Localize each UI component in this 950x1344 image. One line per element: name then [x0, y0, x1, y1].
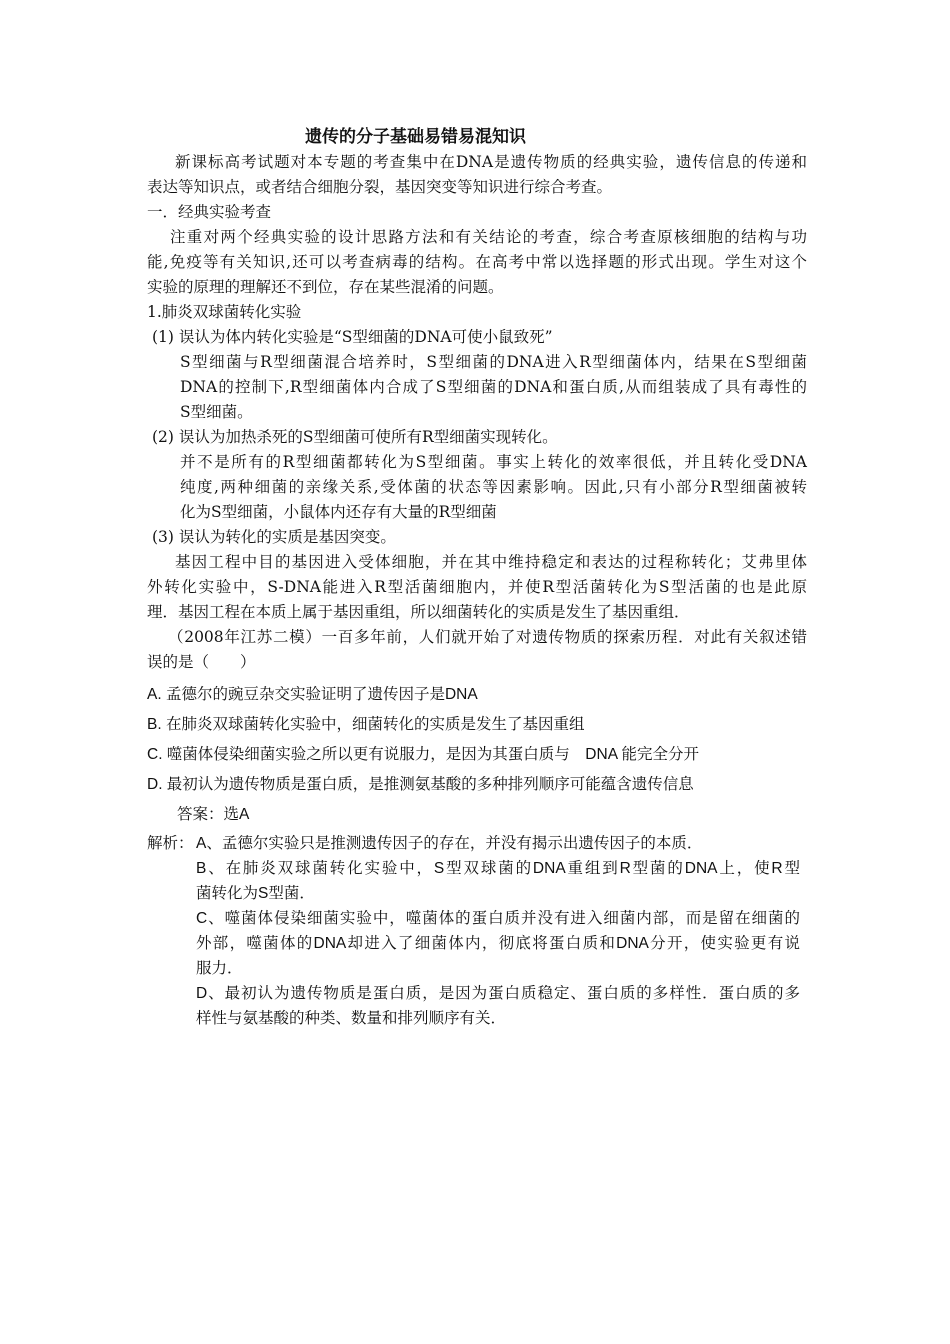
misconception-1-heading: (1) 误认为体内转化实验是“S型细菌的DNA可使小鼠致死”	[152, 328, 553, 346]
misconception-3-heading: (3) 误认为转化的实质是基因突变。	[152, 528, 396, 546]
analysis-line-5: 外部，噬菌体的DNA却进入了细菌体内，彻底将蛋白质和DNA分开，使实验更有说	[196, 935, 800, 952]
option-d: D. 最初认为遗传物质是蛋白质，是推测氨基酸的多种排列顺序可能蕴含遗传信息	[147, 776, 694, 793]
misconception-3-line-2: 外转化实验中，S-DNA能进入R型活菌细胞内，并使R型活菌转化为S型活菌的也是此原	[147, 578, 807, 596]
analysis-line-4: C、噬菌体侵染细菌实验中，噬菌体的蛋白质并没有进入细菌内部，而是留在细菌的	[196, 910, 800, 927]
option-a: A. 孟德尔的豌豆杂交实验证明了遗传因子是DNA	[147, 686, 478, 703]
misconception-3-line-1: 基因工程中目的基因进入受体细胞，并在其中维持稳定和表达的过程称转化；艾弗里体	[175, 553, 807, 571]
analysis-line-7: D、最初认为遗传物质是蛋白质，是因为蛋白质稳定、蛋白质的多样性．蛋白质的多	[196, 985, 800, 1002]
question-stem-line-2: 误的是（ ）	[147, 653, 256, 671]
section-para-line-3: 实验的原理的理解还不到位，存在某些混淆的问题。	[147, 278, 504, 296]
analysis-line-6: 服力．	[196, 960, 243, 977]
misconception-1-line-1: S型细菌与R型细菌混合培养时，S型细菌的DNA进入R型细菌体内，结果在S型细菌	[180, 353, 807, 371]
misconception-2-line-1: 并不是所有的R型细菌都转化为S型细菌。事实上转化的效率很低，并且转化受DNA	[180, 453, 807, 471]
intro-line-2: 表达等知识点，或者结合细胞分裂，基因突变等知识进行综合考查。	[147, 178, 613, 196]
section-para-line-2: 能,免疫等有关知识,还可以考查病毒的结构。在高考中常以选择题的形式出现。学生对这个	[147, 253, 807, 271]
misconception-1-line-2: DNA的控制下,R型细菌体内合成了S型细菌的DNA和蛋白质,从而组装成了具有毒性的	[180, 378, 807, 396]
page-title: 遗传的分子基础易错易混知识	[305, 127, 526, 147]
question-stem-line-1: （2008年江苏二模）一百多年前，人们就开始了对遗传物质的探索历程．对此有关叙述错	[168, 628, 807, 646]
analysis-line-8: 样性与氨基酸的种类、数量和排列顺序有关．	[196, 1010, 507, 1027]
section-heading: 一．经典实验考查	[147, 203, 272, 221]
misconception-2-line-2: 纯度,两种细菌的亲缘关系,受体菌的状态等因素影响。因此,只有小部分R型细菌被转	[180, 478, 807, 496]
subsection-heading: 1.肺炎双球菌转化实验	[147, 303, 302, 321]
misconception-2-line-3: 化为S型细菌，小鼠体内还存有大量的R型细菌	[180, 503, 497, 521]
misconception-1-line-3: S型细菌。	[180, 403, 253, 421]
analysis-line-3: 菌转化为S型菌．	[196, 885, 315, 902]
option-c: C. 噬菌体侵染细菌实验之所以更有说服力，是因为其蛋白质与 DNA 能完全分开	[147, 746, 699, 763]
misconception-3-line-3: 理．基因工程在本质上属于基因重组，所以细菌转化的实质是发生了基因重组．	[147, 603, 690, 621]
analysis-label: 解析：	[147, 835, 194, 852]
answer-line: 答案：选A	[177, 806, 250, 823]
analysis-line-1: A、孟德尔实验只是推测遗传因子的存在，并没有揭示出遗传因子的本质．	[196, 835, 703, 852]
section-para-line-1: 注重对两个经典实验的设计思路方法和有关结论的考查，综合考查原核细胞的结构与功	[170, 228, 807, 246]
option-b: B. 在肺炎双球菌转化实验中，细菌转化的实质是发生了基因重组	[147, 716, 585, 733]
analysis-line-2: B、在肺炎双球菌转化实验中，S型双球菌的DNA重组到R型菌的DNA上，使R型	[196, 860, 800, 877]
intro-line-1: 新课标高考试题对本专题的考查集中在DNA是遗传物质的经典实验，遗传信息的传递和	[175, 153, 807, 171]
misconception-2-heading: (2) 误认为加热杀死的S型细菌可使所有R型细菌实现转化。	[152, 428, 558, 446]
